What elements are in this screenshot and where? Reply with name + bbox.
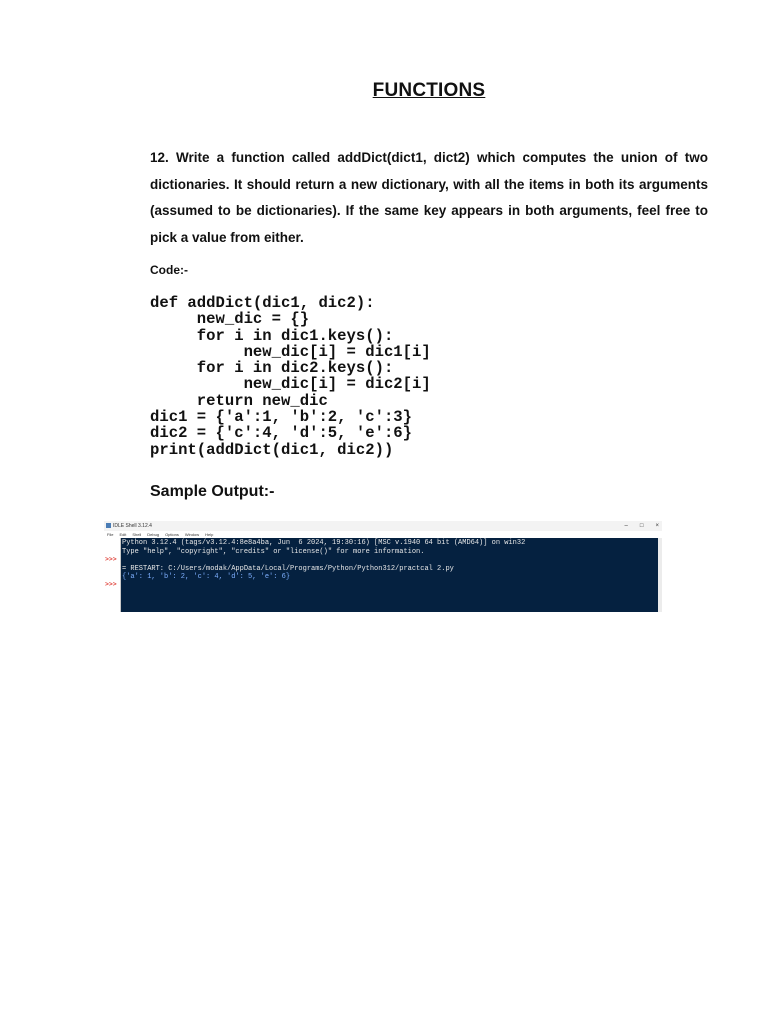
shell-line: Python 3.12.4 (tags/v3.12.4:8e8a4ba, Jun 6 2024, 19:30:16) [MSC v.1940 64 bit (AMD64)] on win32: [122, 539, 526, 547]
sample-output-label: Sample Output:-: [150, 483, 275, 500]
shell-menubar: [104, 531, 662, 538]
shell-prompt: >>>: [105, 556, 117, 563]
code-line: new_dic[i] = dic2[i]: [150, 375, 431, 394]
code-line: def addDict(dic1, dic2):: [150, 294, 375, 312]
shell-prompt: >>>: [105, 581, 117, 588]
shell-output-area: [121, 538, 658, 612]
code-line: new_dic = {}: [150, 310, 310, 329]
python-idle-icon: [106, 523, 111, 528]
code-line: dic1 = {'a':1, 'b':2, 'c':3}: [150, 408, 413, 427]
maximize-icon: □: [639, 523, 644, 529]
close-icon: ×: [655, 523, 659, 529]
code-line: new_dic[i] = dic1[i]: [150, 342, 431, 361]
shell-window-title: IDLE Shell 3.12.4: [113, 523, 152, 529]
menu-shell: Shell: [132, 532, 142, 537]
shell-line: Type "help", "copyright", "credits" or "license()" for more information.: [122, 548, 425, 556]
menu-window: Window: [184, 532, 200, 537]
code-block: [150, 295, 431, 458]
minimize-icon: –: [624, 523, 628, 529]
shell-prompt-gutter: [104, 538, 121, 612]
menu-help: Help: [205, 532, 214, 537]
menu-options: Options: [165, 532, 179, 537]
menu-edit: Edit: [119, 532, 127, 537]
shell-output-line: {'a': 1, 'b': 2, 'c': 4, 'd': 5, 'e': 6}: [122, 573, 291, 581]
menu-file: File: [107, 532, 114, 537]
shell-scrollbar: [658, 538, 662, 612]
code-line: dic2 = {'c':4, 'd':5, 'e':6}: [150, 424, 413, 443]
menu-debug: Debug: [147, 532, 160, 537]
code-line: return new_dic: [150, 391, 328, 410]
code-line: for i in dic1.keys():: [150, 326, 394, 345]
idle-shell-screenshot: [104, 521, 662, 612]
question-text: 12. Write a function called addDict(dict1, dict2) which computes the union of two dictionaries. It should return a new dictionary, with all the items in both its arguments (assumed to be dictionaries). If the same key appears in both arguments, feel free to pick a value from either.: [150, 150, 708, 246]
shell-line: = RESTART: C:/Users/modak/AppData/Local/Programs/Python/Python312/practcal 2.py: [122, 565, 454, 573]
code-line: for i in dic2.keys():: [150, 359, 394, 378]
shell-titlebar: [104, 521, 662, 531]
window-controls: [625, 521, 659, 531]
page-title: FUNCTIONS: [372, 80, 486, 101]
code-label: Code:-: [150, 263, 188, 277]
code-line: print(addDict(dic1, dic2)): [150, 440, 394, 459]
